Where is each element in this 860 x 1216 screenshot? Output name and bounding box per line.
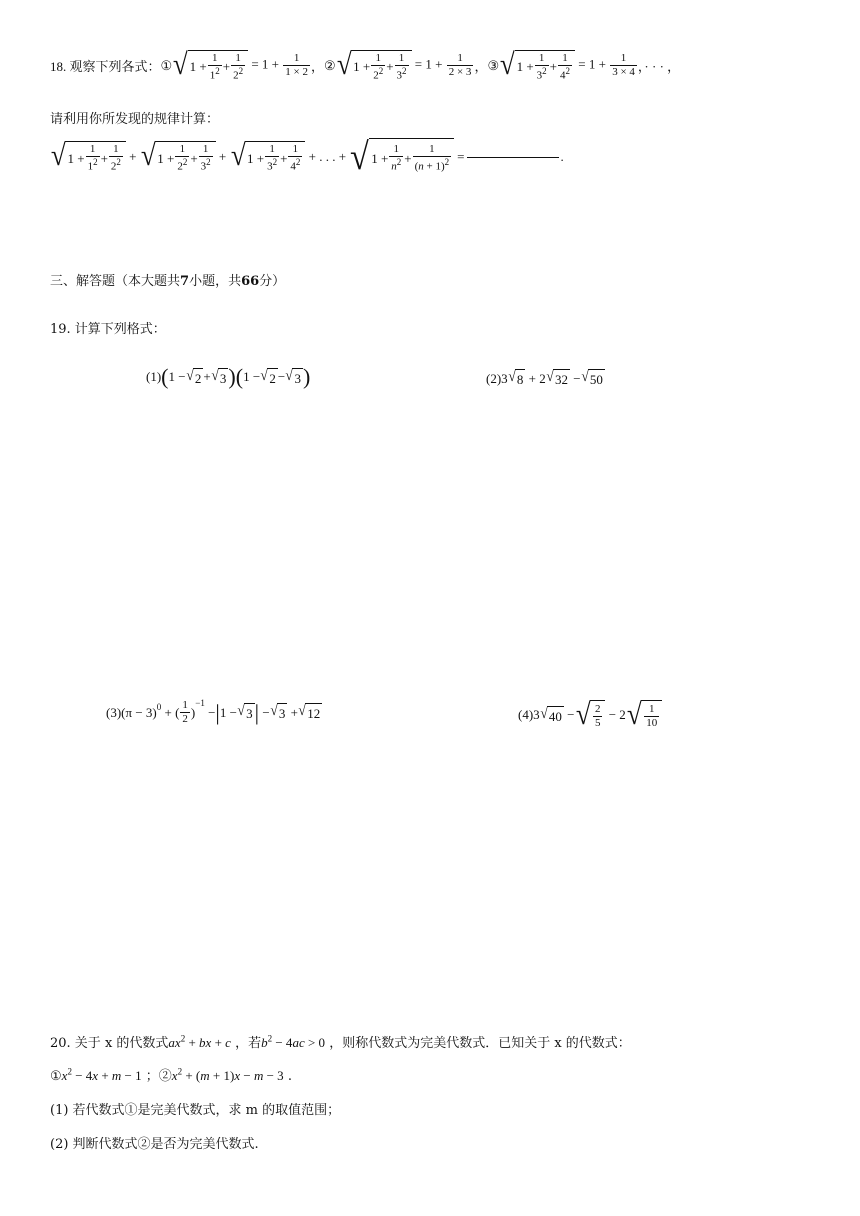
q19-title: 19. 计算下列格式： [50, 322, 166, 337]
circled-2: ② [323, 57, 336, 73]
q20-line1: 20. 关于 x 的代数式$ax^2$ + bx + c ，若$b^2 - 4ac > 0$ ，则称代数式为完美代数式．已知关于 x 的代数式： [50, 1033, 631, 1051]
sqrt-expression-3: √ 1 + $\frac{1}{3^2}$ + $\frac{1}{4^2}$ [499, 50, 575, 82]
circled-1: ① [160, 57, 173, 73]
q20-line2: $①x^2 - 4x + m - 1$ ；$②x^2 + (m + 1)x - m - 3$ . [50, 1066, 292, 1084]
separator: ， [474, 59, 488, 75]
q18-line1: 18. 观察下列各式： ① √ 1 + $\frac{1}{1^2}$ + $\frac{1}{2^2}$ = 1 + $\frac{1}{1 \times 2}$ ， ② √ 1 + $\frac{1}{2^2}$ + $\frac{1}{3^2}$ = 1 + $\frac{1}{2 \times 3}$ ， ③ √ 1 + $\frac{1}{3^2}$ + $\frac{1}{4^2}$ = 1 + $\frac{1}{3 \times 4}$ ，· · · ， [50, 48, 681, 82]
q19-part3: (3) (π − 3) $^0$ + ( $\frac{1}{2}$ ) $^{-1}$ − | 1 − √ 3 | − √ 3 + √ 12 [106, 697, 321, 725]
circled-3: ③ [487, 57, 500, 73]
q19-part2: (2) 3 √ 8 + 2 √ 32 − √ 50 [486, 369, 603, 387]
q18-sum-expression: √ 1 + $\frac{1}{1^2}$ + $\frac{1}{2^2}$ + √ 1 + $\frac{1}{2^2}$ + $\frac{1}{3^2}$ + √ 1 + $\frac{1}{3^2}$ + $\frac{1}{4^2}$ + . . . + √ 1 + $\frac{1}{n^2}$ + $\frac{1}{(n + 1)^2}$ = . [50, 136, 564, 178]
answer-blank[interactable] [467, 157, 559, 158]
separator: ， [310, 59, 324, 75]
q20-sub1: (1) 若代数式①是完美代数式，求 m 的取值范围； [50, 1103, 341, 1118]
ellipsis: ，· · · ， [637, 59, 681, 75]
q19-part4: (4) 3 √ 40 − √ $\frac{2}{5}$ − 2 √ $\frac{1}{10}$ [518, 700, 662, 730]
q18-prefix: 18. 观察下列各式： [50, 59, 161, 75]
q18-line2: 请利用你所发现的规律计算： [50, 112, 220, 127]
section-heading: 三、解答题（本大题共7小题，共66分） [50, 274, 286, 289]
q19-part1: (1) ( 1 − √ 2 + √ 3 ) ( 1 − √ 2 − √ 3 ) [146, 364, 311, 389]
equals: = [457, 149, 465, 164]
q20-sub2: (2) 判断代数式②是否为完美代数式. [50, 1137, 259, 1152]
sqrt-expression-2: √ 1 + $\frac{1}{2^2}$ + $\frac{1}{3^2}$ [336, 50, 412, 82]
sqrt-expression-1: √ 1 + $\frac{1}{1^2}$ + $\frac{1}{2^2}$ [172, 50, 248, 82]
